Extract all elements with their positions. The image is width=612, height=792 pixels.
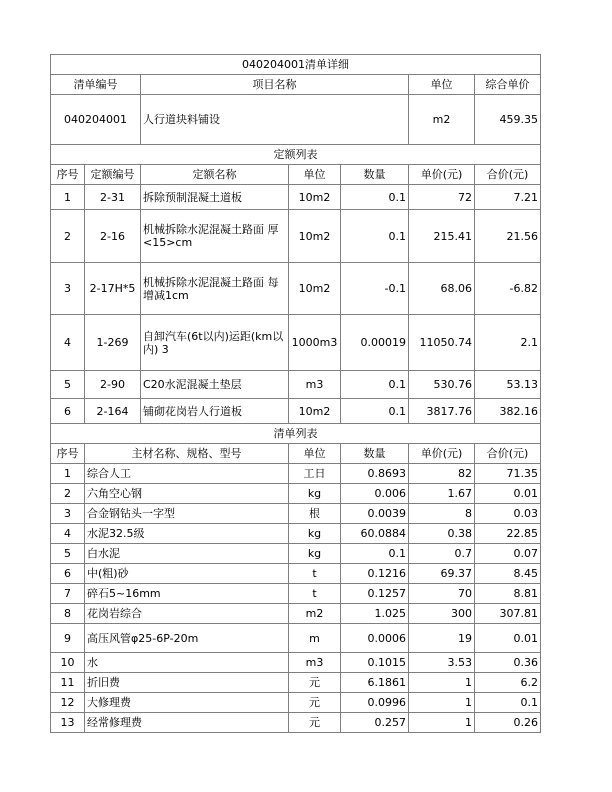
material-seq: 2 [51, 484, 85, 504]
item-unit: m2 [409, 95, 475, 145]
quota-qty: 0.00019 [341, 315, 409, 371]
material-total: 0.26 [475, 713, 541, 733]
materials-col-total: 合价(元) [475, 444, 541, 464]
material-seq: 1 [51, 464, 85, 484]
material-unit: 工日 [289, 464, 341, 484]
material-qty: 0.0039 [341, 504, 409, 524]
material-price: 19 [409, 624, 475, 653]
material-row [51, 544, 541, 564]
material-qty: 0.1 [341, 544, 409, 564]
material-price: 70 [409, 584, 475, 604]
quota-name: 机械拆除水泥混凝土路面 每增减1cm [141, 263, 289, 315]
material-unit: m2 [289, 604, 341, 624]
material-name: 白水泥 [85, 544, 289, 564]
material-qty: 60.0884 [341, 524, 409, 544]
material-name: 合金钢钻头一字型 [85, 504, 289, 524]
material-total: 0.03 [475, 504, 541, 524]
header-price-label: 综合单价 [475, 75, 541, 95]
material-name: 综合人工 [85, 464, 289, 484]
quota-seq: 4 [51, 315, 85, 371]
quota-col-code: 定额编号 [85, 165, 141, 185]
quota-name: 铺砌花岗岩人行道板 [141, 399, 289, 424]
quota-qty: 0.1 [341, 399, 409, 424]
quota-row [51, 371, 541, 399]
quota-seq: 6 [51, 399, 85, 424]
material-seq: 9 [51, 624, 85, 653]
quota-code: 2-31 [85, 185, 141, 210]
quota-seq: 3 [51, 263, 85, 315]
material-unit: kg [289, 544, 341, 564]
quota-price: 3817.76 [409, 399, 475, 424]
quota-col-name: 定额名称 [141, 165, 289, 185]
quota-name: 自卸汽车(6t以内)运距(km以内) 3 [141, 315, 289, 371]
quota-seq: 5 [51, 371, 85, 399]
materials-col-price: 单价(元) [409, 444, 475, 464]
quota-unit: m3 [289, 371, 341, 399]
material-name: 高压风管φ25-6P-20m [85, 624, 289, 653]
material-unit: t [289, 584, 341, 604]
quota-col-price: 单价(元) [409, 165, 475, 185]
material-name: 水 [85, 653, 289, 673]
material-name: 中(粗)砂 [85, 564, 289, 584]
material-row [51, 653, 541, 673]
quota-price: 215.41 [409, 210, 475, 263]
quota-unit: 10m2 [289, 399, 341, 424]
materials-col-seq: 序号 [51, 444, 85, 464]
quota-price: 11050.74 [409, 315, 475, 371]
material-row [51, 673, 541, 693]
quota-seq: 2 [51, 210, 85, 263]
material-price: 0.7 [409, 544, 475, 564]
material-qty: 0.1216 [341, 564, 409, 584]
quota-price: 72 [409, 185, 475, 210]
material-row [51, 524, 541, 544]
quota-unit: 10m2 [289, 263, 341, 315]
material-price: 0.38 [409, 524, 475, 544]
quota-code: 2-16 [85, 210, 141, 263]
quota-col-unit: 单位 [289, 165, 341, 185]
material-total: 0.1 [475, 693, 541, 713]
material-row [51, 504, 541, 524]
header-unit-label: 单位 [409, 75, 475, 95]
material-name: 折旧费 [85, 673, 289, 693]
material-qty: 1.025 [341, 604, 409, 624]
material-name: 花岗岩综合 [85, 604, 289, 624]
material-unit: 元 [289, 693, 341, 713]
material-row [51, 624, 541, 653]
material-unit: t [289, 564, 341, 584]
material-row [51, 464, 541, 484]
material-price: 300 [409, 604, 475, 624]
material-row [51, 484, 541, 504]
material-total: 0.36 [475, 653, 541, 673]
material-total: 0.01 [475, 624, 541, 653]
quota-row [51, 315, 541, 371]
material-price: 1 [409, 693, 475, 713]
material-unit: 元 [289, 673, 341, 693]
quota-row [51, 210, 541, 263]
quota-unit: 10m2 [289, 185, 341, 210]
material-seq: 11 [51, 673, 85, 693]
item-name: 人行道块料铺设 [141, 95, 409, 145]
quota-code: 2-90 [85, 371, 141, 399]
material-seq: 3 [51, 504, 85, 524]
material-total: 0.01 [475, 484, 541, 504]
material-qty: 0.1257 [341, 584, 409, 604]
material-price: 69.37 [409, 564, 475, 584]
quota-unit: 10m2 [289, 210, 341, 263]
quota-col-seq: 序号 [51, 165, 85, 185]
material-total: 8.81 [475, 584, 541, 604]
quota-row [51, 399, 541, 424]
material-total: 6.2 [475, 673, 541, 693]
material-total: 8.45 [475, 564, 541, 584]
item-code: 040204001 [51, 95, 141, 145]
quota-price: 530.76 [409, 371, 475, 399]
quota-col-total: 合价(元) [475, 165, 541, 185]
material-seq: 7 [51, 584, 85, 604]
quota-name: 机械拆除水泥混凝土路面 厚<15>cm [141, 210, 289, 263]
quota-row [51, 185, 541, 210]
material-seq: 8 [51, 604, 85, 624]
quota-name: 拆除预制混凝土道板 [141, 185, 289, 210]
quota-total: 21.56 [475, 210, 541, 263]
quota-name: C20水泥混凝土垫层 [141, 371, 289, 399]
material-unit: 元 [289, 713, 341, 733]
material-row [51, 713, 541, 733]
materials-section-title: 清单列表 [51, 424, 541, 444]
material-price: 1 [409, 673, 475, 693]
material-seq: 6 [51, 564, 85, 584]
header-name-label: 项目名称 [141, 75, 409, 95]
material-unit: m [289, 624, 341, 653]
material-seq: 4 [51, 524, 85, 544]
bill-detail-table [50, 54, 541, 733]
quota-col-qty: 数量 [341, 165, 409, 185]
material-qty: 0.1015 [341, 653, 409, 673]
quota-qty: -0.1 [341, 263, 409, 315]
materials-col-qty: 数量 [341, 444, 409, 464]
material-name: 大修理费 [85, 693, 289, 713]
quota-qty: 0.1 [341, 210, 409, 263]
material-qty: 0.0006 [341, 624, 409, 653]
material-qty: 0.8693 [341, 464, 409, 484]
materials-col-unit: 单位 [289, 444, 341, 464]
quota-total: 2.1 [475, 315, 541, 371]
material-price: 8 [409, 504, 475, 524]
material-qty: 0.257 [341, 713, 409, 733]
quota-qty: 0.1 [341, 371, 409, 399]
item-price: 459.35 [475, 95, 541, 145]
material-row [51, 564, 541, 584]
quota-qty: 0.1 [341, 185, 409, 210]
quota-unit: 1000m3 [289, 315, 341, 371]
materials-col-name: 主材名称、规格、型号 [85, 444, 289, 464]
quota-total: 7.21 [475, 185, 541, 210]
material-unit: kg [289, 524, 341, 544]
page-title: 040204001清单详细 [51, 55, 541, 75]
quota-total: 53.13 [475, 371, 541, 399]
material-total: 0.07 [475, 544, 541, 564]
material-name: 经常修理费 [85, 713, 289, 733]
material-name: 水泥32.5级 [85, 524, 289, 544]
material-qty: 6.1861 [341, 673, 409, 693]
quota-code: 1-269 [85, 315, 141, 371]
material-price: 3.53 [409, 653, 475, 673]
quota-section-title: 定额列表 [51, 145, 541, 165]
material-total: 71.35 [475, 464, 541, 484]
material-price: 82 [409, 464, 475, 484]
material-price: 1 [409, 713, 475, 733]
material-total: 307.81 [475, 604, 541, 624]
material-qty: 0.0996 [341, 693, 409, 713]
quota-code: 2-164 [85, 399, 141, 424]
material-price: 1.67 [409, 484, 475, 504]
material-seq: 5 [51, 544, 85, 564]
header-code-label: 清单编号 [51, 75, 141, 95]
quota-total: 382.16 [475, 399, 541, 424]
quota-code: 2-17H*5 [85, 263, 141, 315]
material-unit: kg [289, 484, 341, 504]
material-qty: 0.006 [341, 484, 409, 504]
material-name: 六角空心钢 [85, 484, 289, 504]
material-unit: 根 [289, 504, 341, 524]
material-row [51, 693, 541, 713]
quota-price: 68.06 [409, 263, 475, 315]
material-row [51, 604, 541, 624]
material-name: 碎石5~16mm [85, 584, 289, 604]
material-row [51, 584, 541, 604]
material-seq: 10 [51, 653, 85, 673]
material-seq: 13 [51, 713, 85, 733]
material-unit: m3 [289, 653, 341, 673]
material-total: 22.85 [475, 524, 541, 544]
material-seq: 12 [51, 693, 85, 713]
quota-total: -6.82 [475, 263, 541, 315]
quota-seq: 1 [51, 185, 85, 210]
quota-row [51, 263, 541, 315]
